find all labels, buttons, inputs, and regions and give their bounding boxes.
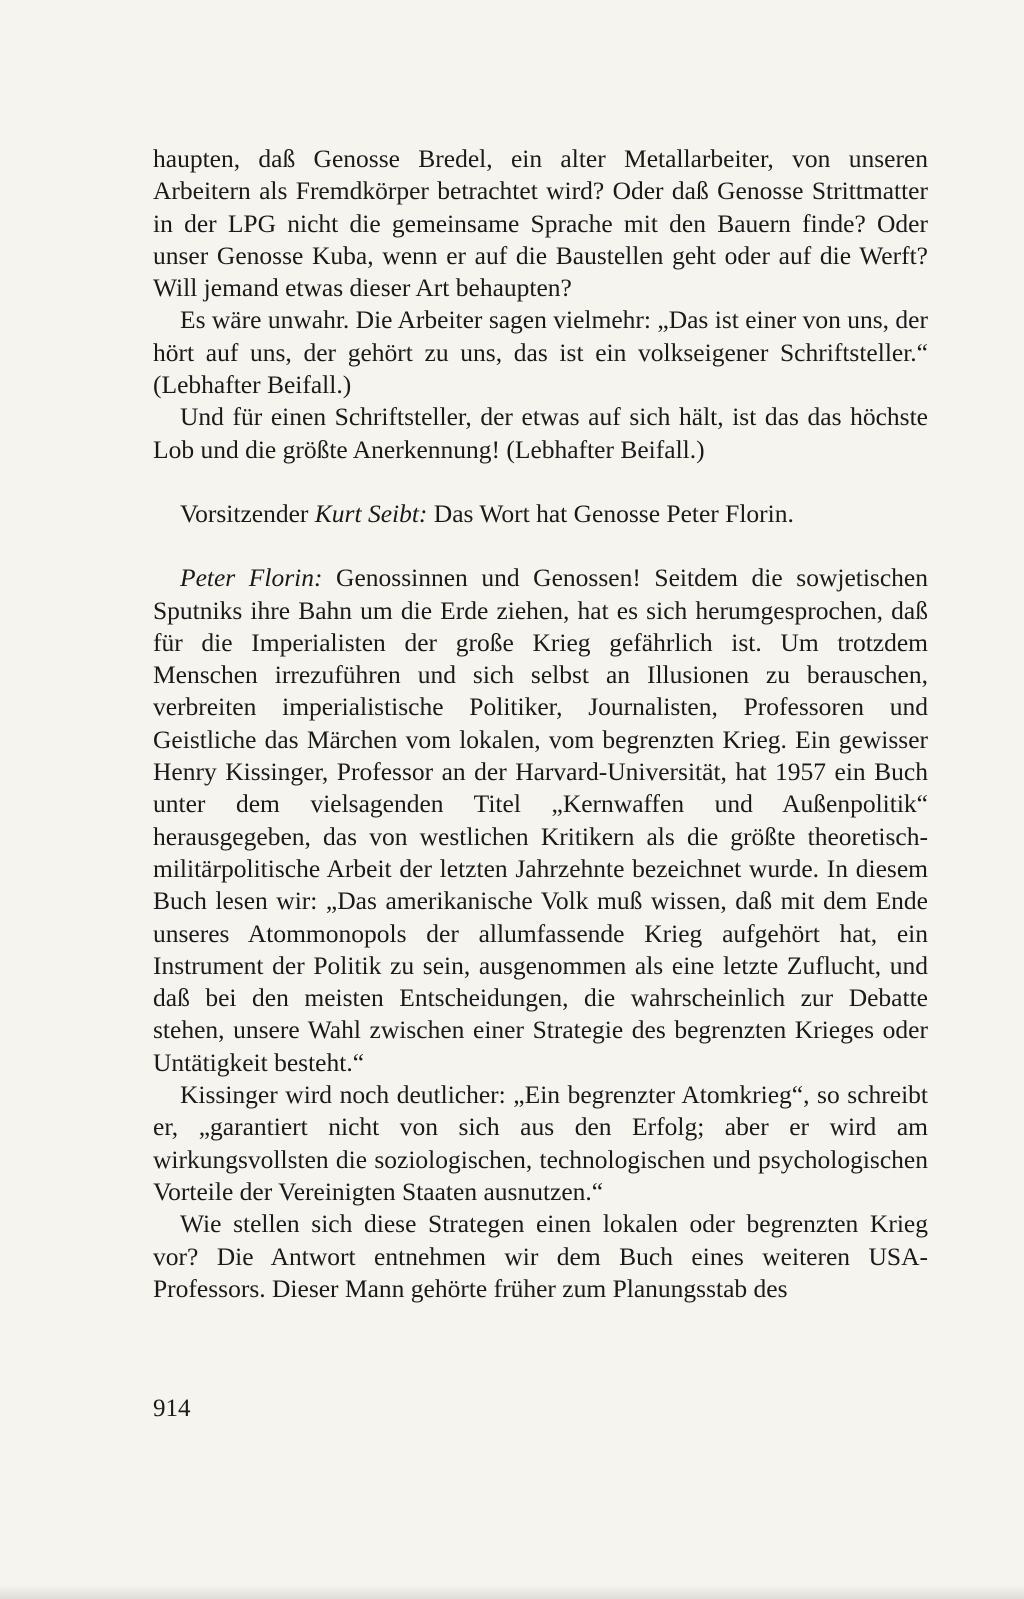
speech-paragraph: [153, 562, 928, 1079]
speaker-name: Peter Florin:: [180, 563, 323, 593]
paragraph-continuation: haupten, daß Genosse Bredel, ein alter Metallarbeiter, von unseren Arbeitern als Fremdkörper betrachtet wird? Oder daß Genosse Strittmatter in der LPG nicht die gemeinsame Sprache mit den Bauern finde? Oder unser Genosse Kuba, wenn er auf die Baustellen geht oder auf die Werft? Will jemand etwas dieser Art behaupten?: [153, 144, 928, 303]
paragraph-gap: [153, 466, 928, 498]
page-number: 914: [153, 1395, 191, 1422]
speech-text: Genossinnen und Genossen! Seitdem die sowjetischen Sputniks ihre Bahn um die Erde ziehen, hat es sich herumgesprochen, daß für die Imperialisten der große Krieg gefährlich ist. Um trotzdem Menschen irrezuführen und sich selbst an Illusionen zu berauschen, verbreiten imperialistische Politiker, Journalisten, Professoren und Geistliche das Märchen vom lokalen, vom begrenzten Krieg. Ein gewisser Henry Kissinger, Professor an der Harvard-Universität, hat 1957 ein Buch unter dem vielsagenden Titel „Kernwaffen und Außenpolitik“ herausgegeben, das von westlichen Kritikern als die größte theoretisch-militärpolitische Arbeit der letzten Jahrzehnte bezeichnet wurde. In diesem Buch lesen wir: „Das amerikanische Volk muß wissen, daß mit dem Ende unseres Atommonopols der allumfassende Krieg aufgehört hat, ein Instrument der Politik zu sein, ausgenommen als eine letzte Zuflucht, und daß bei den meisten Entscheidungen, die wahrscheinlich zur Debatte stehen, unsere Wahl zwischen einer Strategie des begrenzten Krieges oder Untätigkeit besteht.“: [153, 563, 928, 1077]
speaker-name: Kurt Seibt:: [314, 498, 428, 528]
chair-announcement: [153, 498, 928, 530]
paragraph: Und für einen Schriftsteller, der etwas auf sich hält, ist das das höchste Lob und die größte Anerkennung! (Lebhafter Beifall.): [153, 402, 928, 464]
paragraph: Kissinger wird noch deutlicher: „Ein begrenzter Atomkrieg“, so schreibt er, „garantiert nicht von sich aus den Erfolg; aber er wird am wirkungsvollsten die soziologischen, technologischen und psychologischen Vorteile der Vereinigten Staaten ausnutzen.“: [153, 1080, 928, 1206]
scan-edge-shadow: [0, 1585, 1024, 1599]
paragraph-gap: [153, 530, 928, 562]
chair-label: Vorsitzender: [180, 498, 315, 528]
paragraph: Es wäre unwahr. Die Arbeiter sagen vielmehr: „Das ist einer von uns, der hört auf uns, der gehört zu uns, das ist ein volkseigener Schriftsteller.“ (Lebhafter Beifall.): [153, 305, 928, 400]
body-text: [153, 143, 928, 1305]
paragraph: Wie stellen sich diese Strategen einen lokalen oder begrenzten Krieg vor? Die Antwort entnehmen wir dem Buch eines weiteren USA-Professors. Dieser Mann gehörte früher zum Planungsstab des: [153, 1209, 928, 1303]
announcement-text: Das Wort hat Genosse Peter Florin.: [427, 498, 794, 528]
